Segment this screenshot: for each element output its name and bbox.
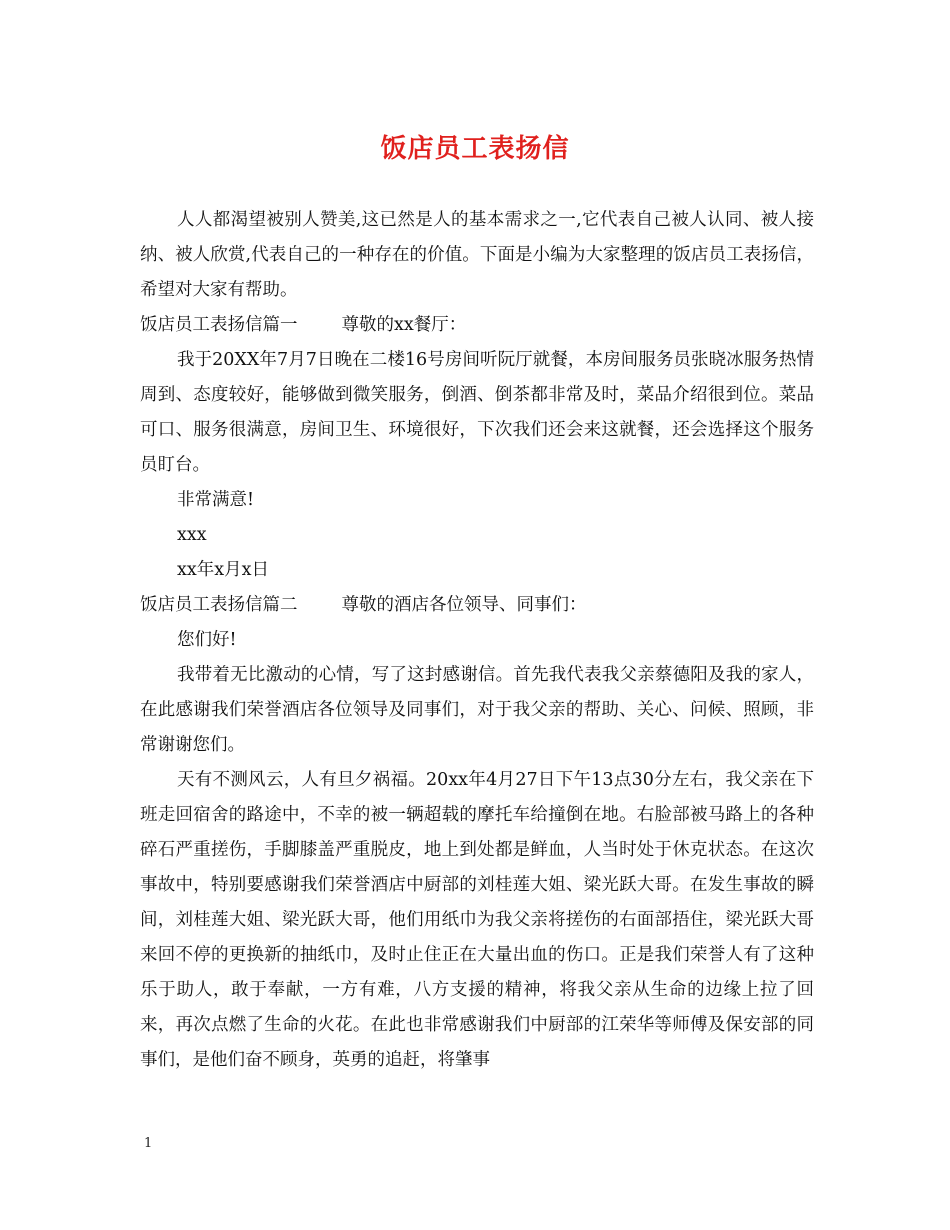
- document-body: [140, 203, 814, 1078]
- letter-one-date: xx年x月x日: [177, 560, 269, 580]
- letter-one-body: 我于20XX年7月7日晚在二楼16号房间听阮厅就餐，本房间服务员张晓冰服务热情周到、态度较好，能够做到微笑服务，倒酒、倒茶都非常及时，菜品介绍很到位。菜品可口、服务很满意，房间卫生、环境很好，下次我们还会来这就餐，还会选择这个服务员盯台。: [140, 350, 814, 475]
- letter-two-paragraph-1: 我带着无比激动的心情，写了这封感谢信。首先我代表我父亲蔡德阳及我的家人，在此感谢我们荣誉酒店各位领导及同事们，对于我父亲的帮助、关心、问候、照顾，非常谢谢您们。: [140, 665, 814, 755]
- letter-two-greeting: 您们好!: [177, 630, 237, 650]
- document-title: 饭店员工表扬信: [380, 134, 570, 164]
- letter-one-signature: xxx: [177, 525, 207, 545]
- page-number: 1: [144, 1136, 153, 1151]
- letter-two-heading-line: [140, 588, 814, 623]
- letter-one-heading-line: [140, 308, 814, 343]
- letter-two-paragraph-2: 天有不测风云，人有旦夕祸福。20xx年4月27日下午13点30分左右，我父亲在下班走回宿舍的路途中，不幸的被一辆超载的摩托车给撞倒在地。右脸部被马路上的各种碎石严重搓伤，手脚膝盖严重脱皮，地上到处都是鲜血，人当时处于休克状态。在这次事故中，特别要感谢我们荣誉酒店中厨部的刘桂莲大姐、梁光跃大哥。在发生事故的瞬间，刘桂莲大姐、梁光跃大哥，他们用纸巾为我父亲将搓伤的右面部捂住，梁光跃大哥来回不停的更换新的抽纸巾，及时止住正在大量出血的伤口。正是我们荣誉人有了这种乐于助人，敢于奉献，一方有难，八方支援的精神，将我父亲从生命的边缘上拉了回来，再次点燃了生命的火花。在此也非常感谢我们中厨部的江荣华等师傅及保安部的同事们，是他们奋不顾身，英勇的追赶，将肇事: [140, 770, 814, 1070]
- intro-paragraph: 人人都渴望被别人赞美,这已然是人的基本需求之一,它代表自己被人认同、被人接纳、被人欣赏,代表自己的一种存在的价值。下面是小编为大家整理的饭店员工表扬信，希望对大家有帮助。: [140, 210, 814, 300]
- letter-one-heading: 饭店员工表扬信篇一: [140, 315, 298, 335]
- letter-one-closing: 非常满意!: [177, 490, 255, 510]
- letter-two-heading: 饭店员工表扬信篇二: [140, 595, 298, 615]
- letter-two-salutation: 尊敬的酒店各位领导、同事们：: [341, 595, 587, 615]
- letter-one-salutation: 尊敬的xx餐厅：: [341, 315, 467, 335]
